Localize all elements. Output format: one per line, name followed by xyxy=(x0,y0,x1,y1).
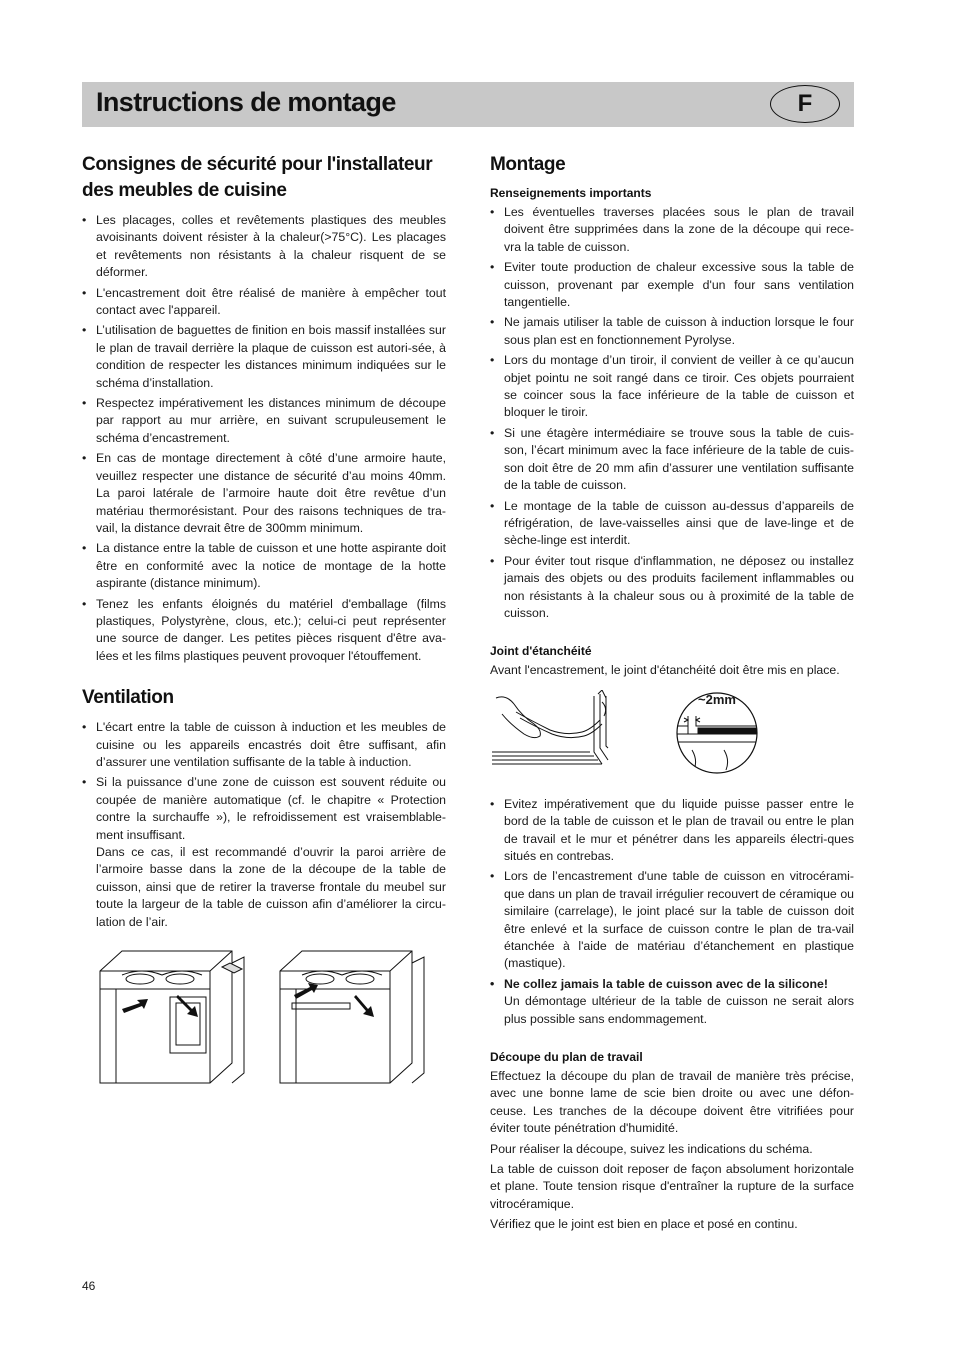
list-item: • L’utilisation de baguettes de finition en bois massif installées sur le plan de travail derrière la plaque de cuisson est autori-sée, à condition de respecter les distances minimum indiquées sur le schéma d’installation. xyxy=(82,322,446,392)
decoupe-heading: Découpe du plan de travail xyxy=(490,1050,643,1065)
list-item: • Evitez impérativement que du liquide puisse passer entre le bord de la table de cuisson et le plan de travail ou entre le plan de travail et le mur et pénétrer dans les appareils électri-ques situés en contrebas. xyxy=(490,796,854,866)
list-item: • Pour éviter tout risque d'inflammation, ne déposez ou installez jamais des objets ou des produits facilement inflammables ou non résistants à la chaleur sous ou à proximité de la table de cuisson. xyxy=(490,553,854,623)
paragraph: Effectuez la découpe du plan de travail de manière très précise, avec une bonne lame de scie bien droite ou avec une défon-ceuse. Les tranches de la découpe doivent être vitrifiées pour éviter toute pénétration d'humidité. xyxy=(490,1069,854,1136)
list-item: • Eviter toute production de chaleur excessive sous la table de cuisson, provenant par exemple d'un four sans ventilation tangentielle. xyxy=(490,259,854,311)
list-item: • En cas de montage directement à côté d’une armoire haute, veuillez respecter une distance de sécurité d’au moins 40mm. La paroi latérale de l’armoire haute doit être revêtue d’un matériau thermorésistant. Pour des raisons techniques de tra-vail, la distance devrait être de 300mm minimum. xyxy=(82,450,446,537)
silicone-warning: Ne collez jamais la table de cuisson avec de la silicone! xyxy=(504,976,828,991)
list-item: • Ne jamais utiliser la table de cuisson à induction lorsque le four sous plan est en fonctionnement Pyrolyse. xyxy=(490,314,854,349)
language-badge: F xyxy=(770,85,840,123)
page-number: 46 xyxy=(82,1279,96,1293)
montage-heading: Montage xyxy=(490,154,566,175)
list-item xyxy=(490,976,854,1028)
joint-heading: Joint d'étanchéité xyxy=(490,644,592,659)
ventilation-diagram-open-back xyxy=(82,943,446,1113)
joint-figures xyxy=(490,690,854,788)
safety-heading: Consignes de sécurité pour l'installateur des meubles de cuisine xyxy=(82,154,433,201)
list-item: • Les éventuelles traverses placées sous le plan de travail doivent être supprimées dans la zone de la découpe qui rece-vra la table de cuisson. xyxy=(490,204,854,256)
list-item xyxy=(82,774,446,931)
list-item-text: Si la puissance d’une zone de cuisson est souvent réduite ou coupée de manière automatique (cf. le chapitre « Protection contre la surchauffe »), le refroidissement est vraisemblable-ment insuffisant. xyxy=(96,775,446,842)
list-item: • Si une étagère intermédiaire se trouve sous la table de cuis-son, l’écart minimum avec la face inférieure de la table de cuis-son doit être de 20 mm afin d’assurer une ventilation suffisante de la table de cuisson. xyxy=(490,425,854,495)
gap-label xyxy=(698,692,736,707)
list-item-continuation: Dans ce cas, il est recommandé d’ouvrir la paroi arrière de l’armoire basse dans la zone de la découpe de la table de cuisson, ainsi que de retirer la traverse frontale du meubel sur toute la largeur de la table de cuisson afin d’améliorer la circu-lation de l’air. xyxy=(96,845,446,929)
joint-intro: Avant l'encastrement, le joint d'étanchéité doit être mis en place. xyxy=(490,663,840,678)
right-column xyxy=(490,152,854,1237)
page-title: Instructions de montage xyxy=(96,87,396,117)
tilde-glyph: ~ xyxy=(698,691,706,707)
header-bar xyxy=(82,82,854,127)
list-item: • L'écart entre la table de cuisson à induction et les meubles de cuisine ou les appareils encastrés doit être suffisant, afin d’assurer une ventilation suffisante de la table à induction. xyxy=(82,719,446,771)
paragraph: Pour réaliser la découpe, suivez les indications du schéma. xyxy=(490,1141,813,1156)
gap-value: 2mm xyxy=(705,691,736,707)
safety-list xyxy=(82,212,446,665)
left-column xyxy=(82,152,446,1133)
list-item: • Les placages, colles et revêtements plastiques des meubles avoisinants doivent résister à la chaleur(>75°C). Les placages et revêtements non résistants à la chaleur risquent de se déformer. xyxy=(82,212,446,282)
list-item: • Le montage de la table de cuisson au-dessus d’appareils de réfrigération, de lave-vaisselles ainsi que de lave-linge et de sèche-linge est interdit. xyxy=(490,498,854,550)
list-item: • Tenez les enfants éloignés du matériel d'emballage (films plastiques, Polystyrène, clous, etc.); celui-ci peut représenter une source de danger. Les petites pièces risquent d'être ava-lées et les films plastiques peuvent provoquer l'étouffement. xyxy=(82,596,446,666)
list-item: • L'encastrement doit être réalisé de manière à empêcher tout contact avec l'appareil. xyxy=(82,285,446,320)
ventilation-heading: Ventilation xyxy=(82,687,174,709)
paragraph: La table de cuisson doit reposer de façon absolument horizontale et plane. Toute tension risque d'entraîner la rupture de la surface vitrocéramique. xyxy=(490,1162,854,1211)
ventilation-figures xyxy=(82,943,446,1133)
important-list xyxy=(490,204,854,622)
list-item: • Lors de l’encastrement d'une table de cuisson en vitrocérami-que dans un plan de travail irrégulier recouvert de céramique ou similaire (carrelage), le joint placé sur la table de cuisson doit être enlevé et la surface de cuisson contre le plan de tra-vail étanchée à l'aide de matériau d’étanchement en plastique (mastique). xyxy=(490,868,854,972)
list-item: • Lors du montage d’un tiroir, il convient de veiller à ce qu’aucun objet pointu ne soit rangé dans ce tiroir. Ces objets pourraient se coincer sous la face inférieure de la table de cuisson et bloquer le tiroir. xyxy=(490,352,854,422)
joint-list xyxy=(490,796,854,1028)
list-item: • La distance entre la table de cuisson et une hotte aspirante doit être en conformité avec la notice de montage de la hotte aspirante (distance minimum). xyxy=(82,540,446,592)
silicone-warning-text: Un démontage ultérieur de la table de cuisson ne serait alors plus possible sans endommagement. xyxy=(504,994,854,1026)
ventilation-list xyxy=(82,719,446,931)
list-item: • Respectez impérativement les distances minimum de découpe par rapport au mur arrière, en suivant scrupuleusement le schéma d’encastrement. xyxy=(82,395,446,447)
paragraph: Vérifiez que le joint est bien en place et posé en continu. xyxy=(490,1217,798,1232)
important-heading: Renseignements importants xyxy=(490,186,652,200)
